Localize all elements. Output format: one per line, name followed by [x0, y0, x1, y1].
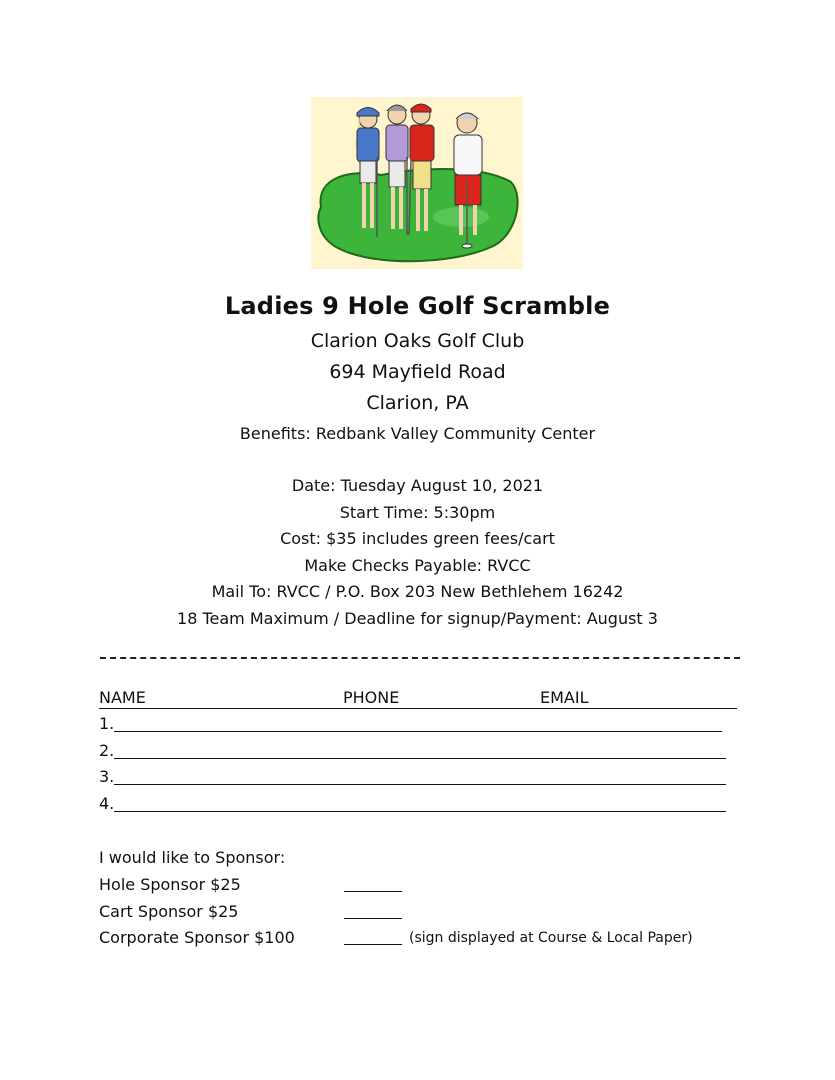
name-column-header: NAME	[99, 688, 146, 707]
row-number: 4.	[99, 794, 115, 813]
entry-line[interactable]	[114, 811, 726, 812]
mail-to-address: Mail To: RVCC / P.O. Box 203 New Bethlehem 16242	[211, 582, 624, 601]
hole-sponsor-blank[interactable]	[344, 891, 402, 892]
venue-name: Clarion Oaks Golf Club	[310, 330, 525, 352]
row-number: 2.	[99, 741, 115, 760]
cut-line	[100, 657, 740, 659]
corporate-sponsor-label: Corporate Sponsor $100	[99, 928, 295, 947]
event-cost: Cost: $35 includes green fees/cart	[280, 529, 555, 548]
entry-line[interactable]	[114, 784, 726, 785]
phone-column-header: PHONE	[343, 688, 400, 707]
golfers-clipart	[311, 97, 523, 269]
row-number: 3.	[99, 767, 115, 786]
sponsor-intro: I would like to Sponsor:	[99, 848, 286, 867]
registration-form-header	[99, 688, 737, 709]
venue-city: Clarion, PA	[366, 392, 469, 414]
cart-sponsor-blank[interactable]	[344, 918, 402, 919]
entry-line[interactable]	[114, 758, 726, 759]
event-date: Date: Tuesday August 10, 2021	[291, 476, 544, 495]
corporate-sponsor-note: (sign displayed at Course & Local Paper)	[409, 930, 693, 946]
hole-sponsor-label: Hole Sponsor $25	[99, 875, 241, 894]
golfers-illustration	[311, 97, 523, 269]
entry-line[interactable]	[114, 731, 722, 732]
team-deadline: 18 Team Maximum / Deadline for signup/Payment: August 3	[177, 609, 658, 628]
venue-address: 694 Mayfield Road	[329, 361, 506, 383]
checks-payable: Make Checks Payable: RVCC	[304, 556, 531, 575]
cart-sponsor-label: Cart Sponsor $25	[99, 902, 239, 921]
benefits-line: Benefits: Redbank Valley Community Center	[239, 424, 596, 443]
row-number: 1.	[99, 714, 115, 733]
event-title: Ladies 9 Hole Golf Scramble	[224, 292, 611, 320]
email-column-header: EMAIL	[540, 688, 589, 707]
corporate-sponsor-blank[interactable]	[344, 944, 402, 945]
start-time: Start Time: 5:30pm	[339, 503, 496, 522]
